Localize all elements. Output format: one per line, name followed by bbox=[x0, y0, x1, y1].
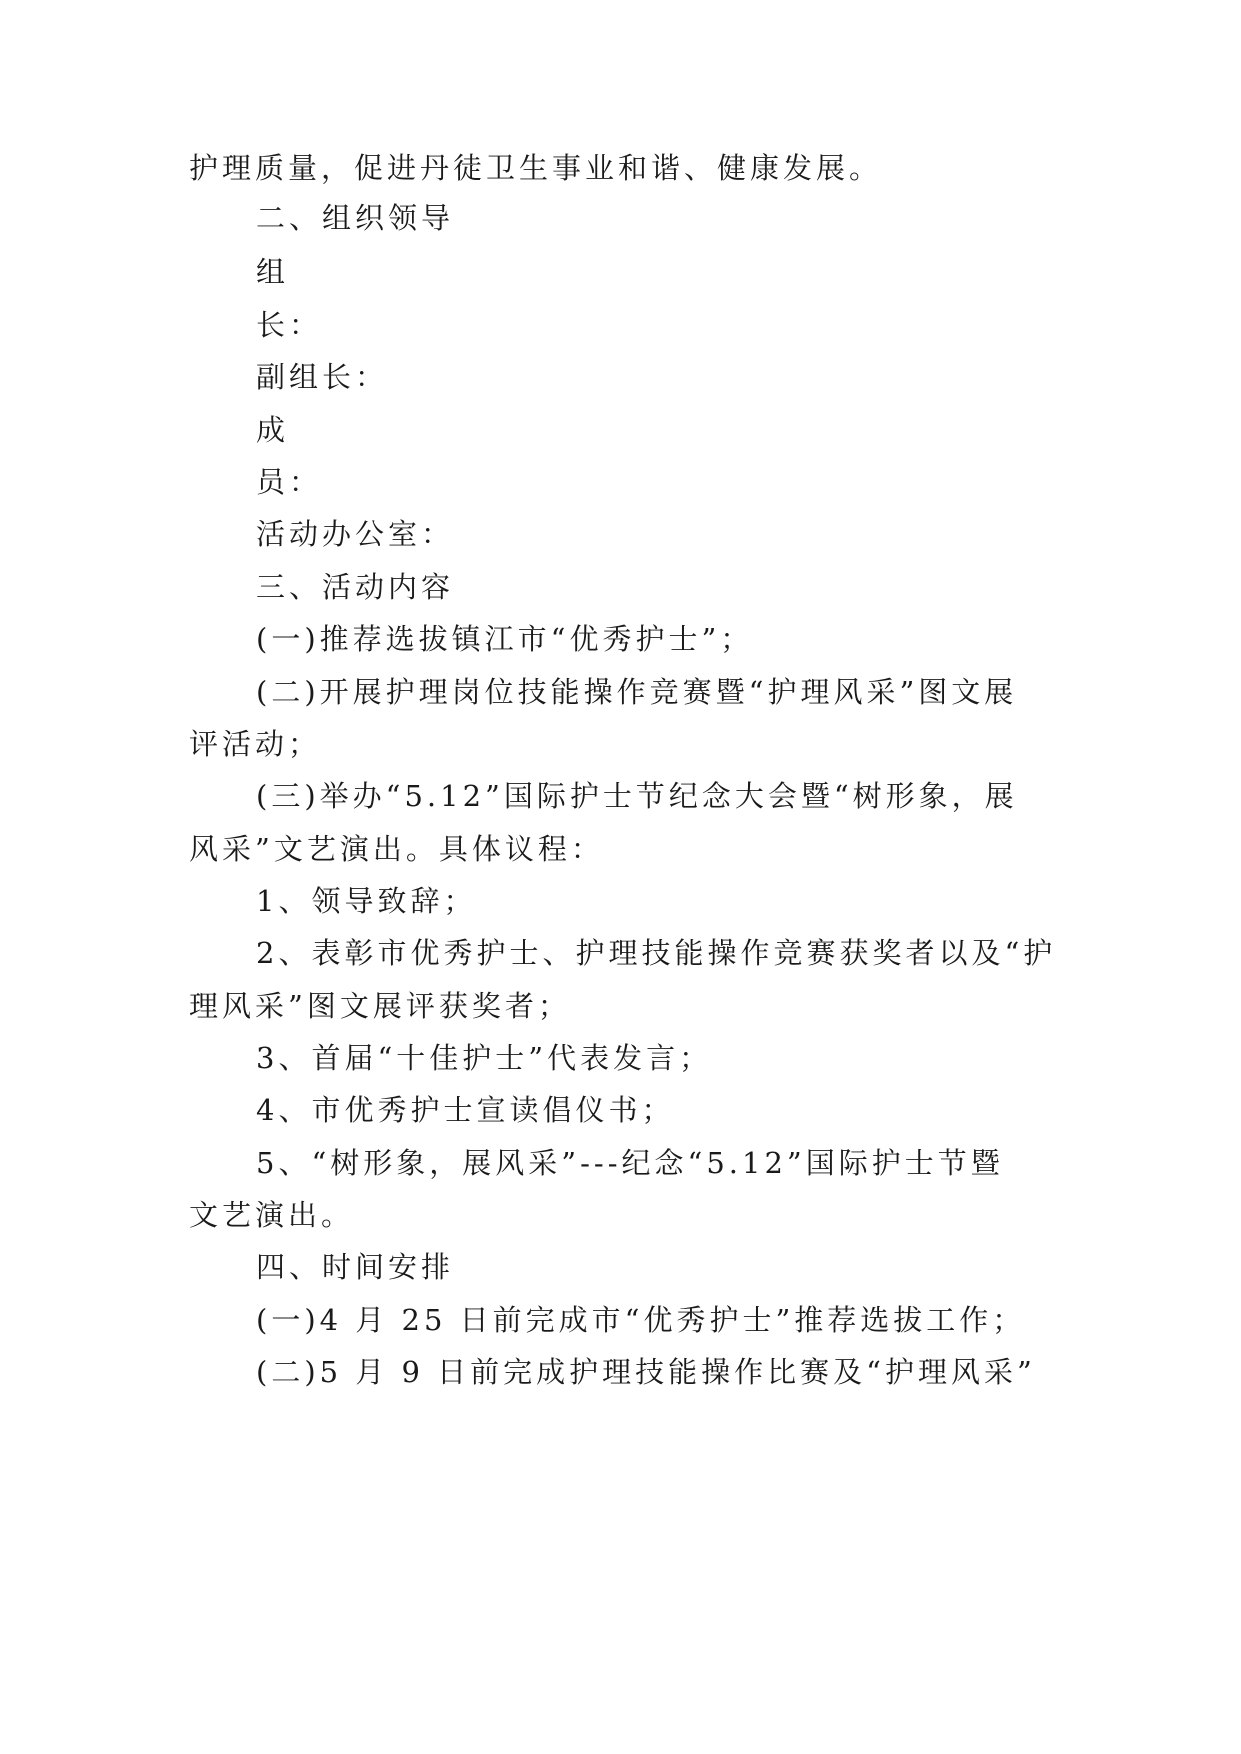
org-role-leader-part1: 组 bbox=[256, 255, 290, 289]
activity-item-3-continuation: 风采”文艺演出。具体议程： bbox=[189, 832, 604, 866]
activity-item-1: (一)推荐选拔镇江市“优秀护士”； bbox=[256, 622, 754, 656]
agenda-item-2: 2、表彰市优秀护士、护理技能操作竞赛获奖者以及“护 bbox=[256, 936, 1057, 970]
org-role-deputy-leader: 副组长： bbox=[256, 360, 389, 394]
org-role-members-part1: 成 bbox=[256, 413, 290, 447]
body-line-continuation: 护理质量，促进丹徒卫生事业和谐、健康发展。 bbox=[189, 151, 883, 185]
activity-item-2: (二)开展护理岗位技能操作竞赛暨“护理风采”图文展 bbox=[256, 675, 1018, 709]
activity-item-3: (三)举办“5.12”国际护士节纪念大会暨“树形象，展 bbox=[256, 779, 1018, 813]
schedule-item-1: (一)4 月 25 日前完成市“优秀护士”推荐选拔工作； bbox=[256, 1303, 1026, 1337]
section-heading-organization: 二、组织领导 bbox=[256, 201, 455, 235]
schedule-item-2: (二)5 月 9 日前完成护理技能操作比赛及“护理风采” bbox=[256, 1355, 1036, 1389]
org-role-members-part2: 员： bbox=[256, 465, 323, 499]
agenda-item-3: 3、首届“十佳护士”代表发言； bbox=[256, 1041, 713, 1075]
section-heading-activities: 三、活动内容 bbox=[256, 570, 455, 604]
activity-item-2-continuation: 评活动； bbox=[189, 727, 322, 761]
org-role-office: 活动办公室： bbox=[256, 517, 455, 551]
agenda-item-2-continuation: 理风采”图文展评获奖者； bbox=[189, 989, 571, 1023]
section-heading-schedule: 四、时间安排 bbox=[256, 1250, 455, 1284]
agenda-item-5-continuation: 文艺演出。 bbox=[189, 1198, 355, 1232]
agenda-item-4: 4、市优秀护士宣读倡仪书； bbox=[256, 1093, 675, 1127]
org-role-leader-part2: 长： bbox=[256, 308, 323, 342]
agenda-item-1: 1、领导致辞； bbox=[256, 884, 477, 918]
agenda-item-5: 5、“树形象，展风采”---纪念“5.12”国际护士节暨 bbox=[256, 1146, 1004, 1180]
